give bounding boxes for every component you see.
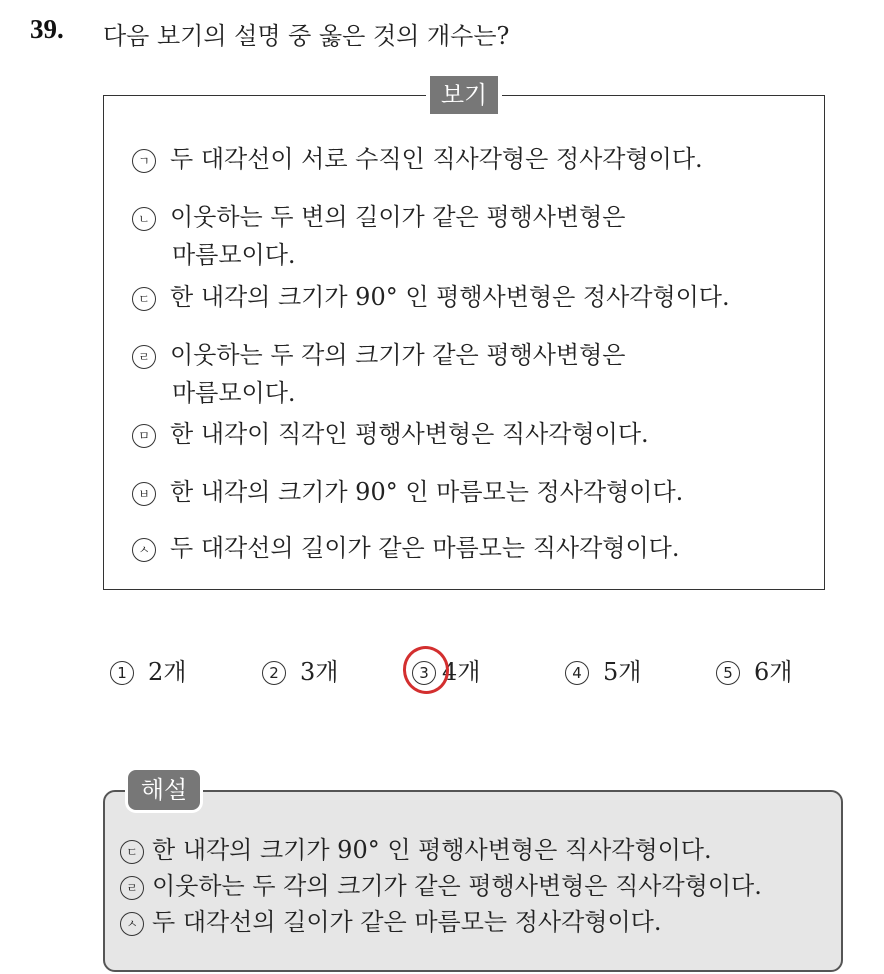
statement-marker: ㄴ bbox=[132, 207, 156, 231]
choice-5[interactable] bbox=[716, 652, 792, 687]
statement-marker: ㄹ bbox=[132, 345, 156, 369]
solution-label: 해설 bbox=[128, 770, 200, 810]
statement-marker: ㅁ bbox=[132, 424, 156, 448]
statement-siot bbox=[132, 529, 679, 567]
statement-nieun bbox=[132, 198, 625, 274]
choice-1[interactable] bbox=[110, 652, 186, 687]
bogi-label: 보기 bbox=[430, 76, 498, 114]
statement-text: 한 내각의 크기가 90° 인 마름모는 정사각형이다. bbox=[170, 478, 684, 506]
statement-text: 이웃하는 두 변의 길이가 같은 평행사변형은 bbox=[170, 203, 626, 231]
solution-text: 두 대각선의 길이가 같은 마름모는 정사각형이다. bbox=[152, 908, 662, 936]
statement-text: 두 대각선의 길이가 같은 마름모는 직사각형이다. bbox=[170, 534, 680, 562]
question-text: 다음 보기의 설명 중 옳은 것의 개수는? bbox=[103, 22, 510, 50]
solution-line bbox=[120, 902, 661, 937]
choice-text: 2개 bbox=[148, 658, 187, 686]
solution-text: 이웃하는 두 각의 크기가 같은 평행사변형은 직사각형이다. bbox=[152, 872, 762, 900]
statement-text: 두 대각선이 서로 수직인 직사각형은 정사각형이다. bbox=[170, 145, 703, 173]
statement-marker: ㄷ bbox=[132, 287, 156, 311]
statement-text-cont: 마름모이다. bbox=[172, 379, 296, 407]
choice-text: 4개 bbox=[442, 658, 481, 686]
choice-number: 4 bbox=[565, 661, 589, 685]
solution-marker: ㅅ bbox=[120, 912, 144, 936]
choice-number: 1 bbox=[110, 661, 134, 685]
statement-text: 한 내각의 크기가 90° 인 평행사변형은 정사각형이다. bbox=[170, 283, 730, 311]
question-number: 39. bbox=[30, 14, 64, 44]
statement-text: 한 내각이 직각인 평행사변형은 직사각형이다. bbox=[170, 420, 649, 448]
choice-2[interactable] bbox=[262, 652, 338, 687]
statement-marker: ㄱ bbox=[132, 149, 156, 173]
solution-marker: ㄷ bbox=[120, 840, 144, 864]
choice-4[interactable] bbox=[565, 652, 641, 687]
choice-number: 5 bbox=[716, 661, 740, 685]
choice-number: 2 bbox=[262, 661, 286, 685]
choice-text: 6개 bbox=[754, 658, 793, 686]
statement-mieum bbox=[132, 415, 649, 453]
statement-text-cont: 마름모이다. bbox=[172, 241, 296, 269]
statement-bieup bbox=[132, 473, 683, 511]
statement-marker: ㅅ bbox=[132, 538, 156, 562]
solution-line bbox=[120, 866, 762, 901]
solution-line bbox=[120, 830, 712, 865]
choice-text: 5개 bbox=[603, 658, 642, 686]
solution-text: 한 내각의 크기가 90° 인 평행사변형은 직사각형이다. bbox=[152, 836, 712, 864]
statement-rieul bbox=[132, 336, 625, 412]
choice-number: 3 bbox=[412, 661, 436, 685]
solution-marker: ㄹ bbox=[120, 876, 144, 900]
statement-marker: ㅂ bbox=[132, 482, 156, 506]
choice-text: 3개 bbox=[300, 658, 339, 686]
statement-digeut bbox=[132, 278, 730, 316]
statement-giyeok bbox=[132, 140, 703, 178]
statement-text: 이웃하는 두 각의 크기가 같은 평행사변형은 bbox=[170, 341, 626, 369]
